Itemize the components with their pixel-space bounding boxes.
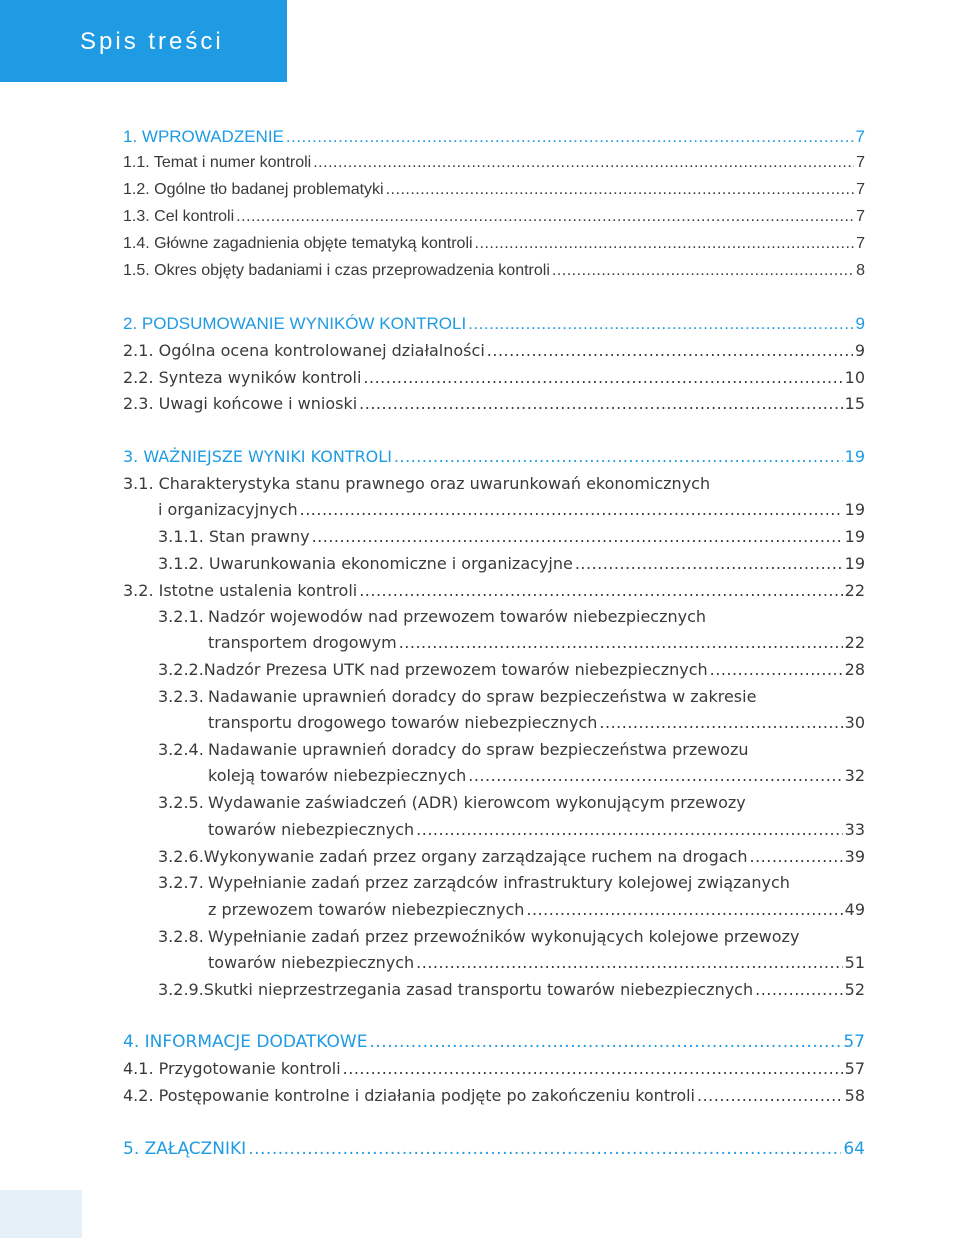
toc-entry-3-1-first-line[interactable]: 3.1. Charakterystyka stanu prawnego oraz uwarunkowań ekonomicznych [123, 474, 711, 493]
toc-leader-dots [369, 1031, 841, 1053]
toc-page-number: 51 [844, 953, 865, 972]
toc-entry-label: 5. ZAŁĄCZNIKI [123, 1139, 247, 1159]
toc-entry-number: 3.2.5. [158, 793, 204, 812]
toc-entry-label: Nadzór Prezesa UTK nad przewozem towarów niebezpiecznych [203, 660, 708, 679]
toc-leader-dots [236, 206, 854, 228]
toc-entry-label: Skutki nieprzestrzegania zasad transportu towarów niebezpiecznych [203, 980, 754, 999]
toc-entry-5[interactable] [123, 1138, 865, 1160]
toc-entry-number: 3.2.4. [158, 740, 204, 759]
toc-leader-dots [286, 126, 854, 148]
toc-leader-dots [416, 819, 842, 841]
toc-leader-dots [416, 952, 842, 974]
toc-entry-label: 4.2. Postępowanie kontrolne i działania podjęte po zakończeniu kontroli [123, 1086, 695, 1105]
toc-page-number: 22 [844, 633, 865, 652]
toc-entry-text: Wypełnianie zadań przez zarządców infrastruktury kolejowej związanych [208, 873, 790, 892]
toc-page-number: 15 [844, 394, 865, 413]
toc-leader-dots [468, 313, 853, 335]
toc-entry-3-2-7[interactable] [208, 899, 865, 921]
toc-entry-label: transportem drogowym [208, 633, 397, 652]
toc-entry-number: 3.2.7. [158, 873, 204, 892]
toc-entry-3-2-5-first-line[interactable] [158, 792, 746, 814]
toc-entry-label: 2. PODSUMOWANIE WYNIKÓW KONTROLI [123, 314, 467, 333]
toc-entry-label: 1.1. Temat i numer kontroli [123, 154, 312, 171]
toc-entry-label: 3.1.2. Uwarunkowania ekonomiczne i organizacyjne [158, 554, 573, 573]
toc-entry-label: transportu drogowego towarów niebezpiecznych [208, 713, 598, 732]
toc-entry-label: 1.4. Główne zagadnienia objęte tematyką kontroli [123, 235, 473, 252]
toc-page-number: 39 [844, 847, 865, 866]
toc-entry-3-2-1-first-line[interactable] [158, 606, 706, 628]
toc-leader-dots [300, 499, 843, 521]
toc-leader-dots [487, 340, 853, 362]
toc-leader-dots [468, 765, 842, 787]
toc-leader-dots [386, 179, 854, 201]
toc-entry-3-2-7-first-line[interactable] [158, 872, 790, 894]
toc-entry-text: Wydawanie zaświadczeń (ADR) kierowcom wykonującym przewozy [208, 793, 746, 812]
toc-entry-3-2-1[interactable] [208, 632, 865, 654]
toc-leader-dots [363, 367, 842, 389]
toc-entry-3-2-5[interactable] [208, 819, 865, 841]
toc-entry-4[interactable] [123, 1031, 865, 1053]
toc-entry-1[interactable] [123, 126, 865, 148]
toc-page-number: 9 [854, 341, 865, 360]
toc-entry-label: 4. INFORMACJE DODATKOWE [123, 1032, 368, 1052]
toc-entry-1-3[interactable] [123, 206, 865, 228]
toc-page-number: 58 [844, 1086, 865, 1105]
toc-page-number: 52 [844, 980, 865, 999]
toc-page-number: 57 [844, 1059, 865, 1078]
toc-page-number: 19 [844, 500, 865, 519]
toc-entry-text: Nadawanie uprawnień doradcy do spraw bezpieczeństwa w zakresie [208, 687, 757, 706]
toc-entry-3-2-3-first-line[interactable] [158, 686, 756, 708]
toc-entry-2-2[interactable] [123, 367, 865, 389]
toc-entry-label: 1. WPROWADZENIE [123, 127, 284, 146]
toc-page-number: 7 [856, 235, 865, 252]
toc-entry-3-2-2[interactable] [158, 659, 865, 681]
toc-page-number: 10 [844, 368, 865, 387]
toc-leader-dots [710, 659, 843, 681]
toc-entry-3-1[interactable] [158, 499, 865, 521]
toc-leader-dots [313, 152, 854, 174]
toc-page-number: 8 [856, 262, 865, 279]
toc-entry-3-2-8-first-line[interactable] [158, 926, 799, 948]
toc-entry-3-2-3[interactable] [208, 712, 865, 734]
toc-entry-number: 3.2.6. [158, 847, 204, 866]
toc-entry-text: Nadawanie uprawnień doradcy do spraw bezpieczeństwa przewozu [208, 740, 749, 759]
toc-entry-3-2-4-first-line[interactable] [158, 739, 748, 761]
toc-entry-3[interactable] [123, 446, 865, 468]
toc-leader-dots [599, 712, 842, 734]
toc-leader-dots [755, 979, 843, 1001]
toc-entry-label: towarów niebezpiecznych [208, 953, 415, 972]
toc-entry-number: 3.2.9. [158, 980, 204, 999]
toc-entry-3-2-9[interactable] [158, 979, 865, 1001]
toc-page-number: 33 [844, 820, 865, 839]
toc-entry-label: i organizacyjnych [158, 500, 298, 519]
toc-entry-1-5[interactable] [123, 260, 865, 282]
toc-entry-text: Nadzór wojewodów nad przewozem towarów niebezpiecznych [208, 607, 707, 626]
toc-page-number: 19 [844, 447, 865, 466]
toc-entry-label: koleją towarów niebezpiecznych [208, 766, 467, 785]
toc-page-number: 22 [844, 581, 865, 600]
toc-page-number: 30 [844, 713, 865, 732]
toc-entry-label: 3.2. Istotne ustalenia kontroli [123, 581, 358, 600]
toc-entry-label: Wykonywanie zadań przez organy zarządzające ruchem na drogach [203, 847, 748, 866]
toc-entry-3-2[interactable] [123, 580, 865, 602]
toc-entry-number: 3.2.3. [158, 687, 204, 706]
toc-page-number: 9 [855, 314, 865, 333]
toc-entry-number: 3.2.2. [158, 660, 204, 679]
toc-page-number: 64 [843, 1139, 865, 1159]
toc-entry-number: 3.2.8. [158, 927, 204, 946]
toc-entry-4-2[interactable] [123, 1085, 865, 1107]
toc-leader-dots [750, 846, 843, 868]
toc-leader-dots [343, 1058, 843, 1080]
toc-page-number: 49 [844, 900, 865, 919]
toc-leader-dots [359, 393, 842, 415]
toc-page-number: 7 [856, 154, 865, 171]
toc-leader-dots [552, 260, 854, 282]
toc-leader-dots [526, 899, 842, 921]
toc-entry-2-1[interactable] [123, 340, 865, 362]
toc-entry-1-2[interactable] [123, 179, 865, 201]
toc-entry-label: 2.2. Synteza wyników kontroli [123, 368, 362, 387]
toc-leader-dots [312, 526, 843, 548]
toc-entry-1-4[interactable] [123, 233, 865, 255]
toc-entry-label: towarów niebezpiecznych [208, 820, 415, 839]
toc-leader-dots [359, 580, 842, 602]
toc-page-number: 7 [856, 208, 865, 225]
footer-decoration [0, 1190, 82, 1238]
toc-leader-dots [394, 446, 843, 468]
toc-page-number: 7 [855, 127, 865, 146]
toc-entry-1-1[interactable] [123, 152, 865, 174]
toc-entry-3-1-2[interactable] [158, 553, 865, 575]
toc-leader-dots [697, 1085, 843, 1107]
toc-entry-label: 3.1.1. Stan prawny [158, 527, 310, 546]
toc-page-number: 19 [844, 527, 865, 546]
toc-entry-3-2-4[interactable] [208, 765, 865, 787]
toc-leader-dots [399, 632, 843, 654]
toc-entry-number: 3.2.1. [158, 607, 204, 626]
toc-entry-label: 3. WAŻNIEJSZE WYNIKI KONTROLI [123, 447, 392, 466]
toc-leader-dots [575, 553, 843, 575]
toc-entry-label: 2.1. Ogólna ocena kontrolowanej działalności [123, 341, 485, 360]
toc-leader-dots [248, 1138, 841, 1160]
toc-leader-dots [475, 233, 855, 255]
toc-entry-text: Wypełnianie zadań przez przewoźników wykonujących kolejowe przewozy [208, 927, 800, 946]
toc-entry-3-1-1[interactable] [158, 526, 865, 548]
toc-entry-label: z przewozem towarów niebezpiecznych [208, 900, 525, 919]
toc-entry-3-2-6[interactable] [158, 846, 865, 868]
toc-page-number: 28 [844, 660, 865, 679]
page-title: Spis treści [80, 28, 224, 55]
toc-page-number: 19 [844, 554, 865, 573]
toc-entry-2[interactable] [123, 313, 865, 335]
toc-page-number: 7 [856, 181, 865, 198]
toc-entry-3-2-8[interactable] [208, 952, 865, 974]
toc-entry-label: 4.1. Przygotowanie kontroli [123, 1059, 341, 1078]
toc-entry-label: 1.3. Cel kontroli [123, 208, 235, 225]
toc-entry-label: 2.3. Uwagi końcowe i wnioski [123, 394, 358, 413]
toc-entry-label: 1.5. Okres objęty badaniami i czas przeprowadzenia kontroli [123, 262, 550, 279]
toc-entry-label: 1.2. Ogólne tło badanej problematyki [123, 181, 384, 198]
toc-entry-2-3[interactable] [123, 393, 865, 415]
toc-page-number: 32 [844, 766, 865, 785]
toc-entry-4-1[interactable] [123, 1058, 865, 1080]
toc-page-number: 57 [843, 1032, 865, 1052]
